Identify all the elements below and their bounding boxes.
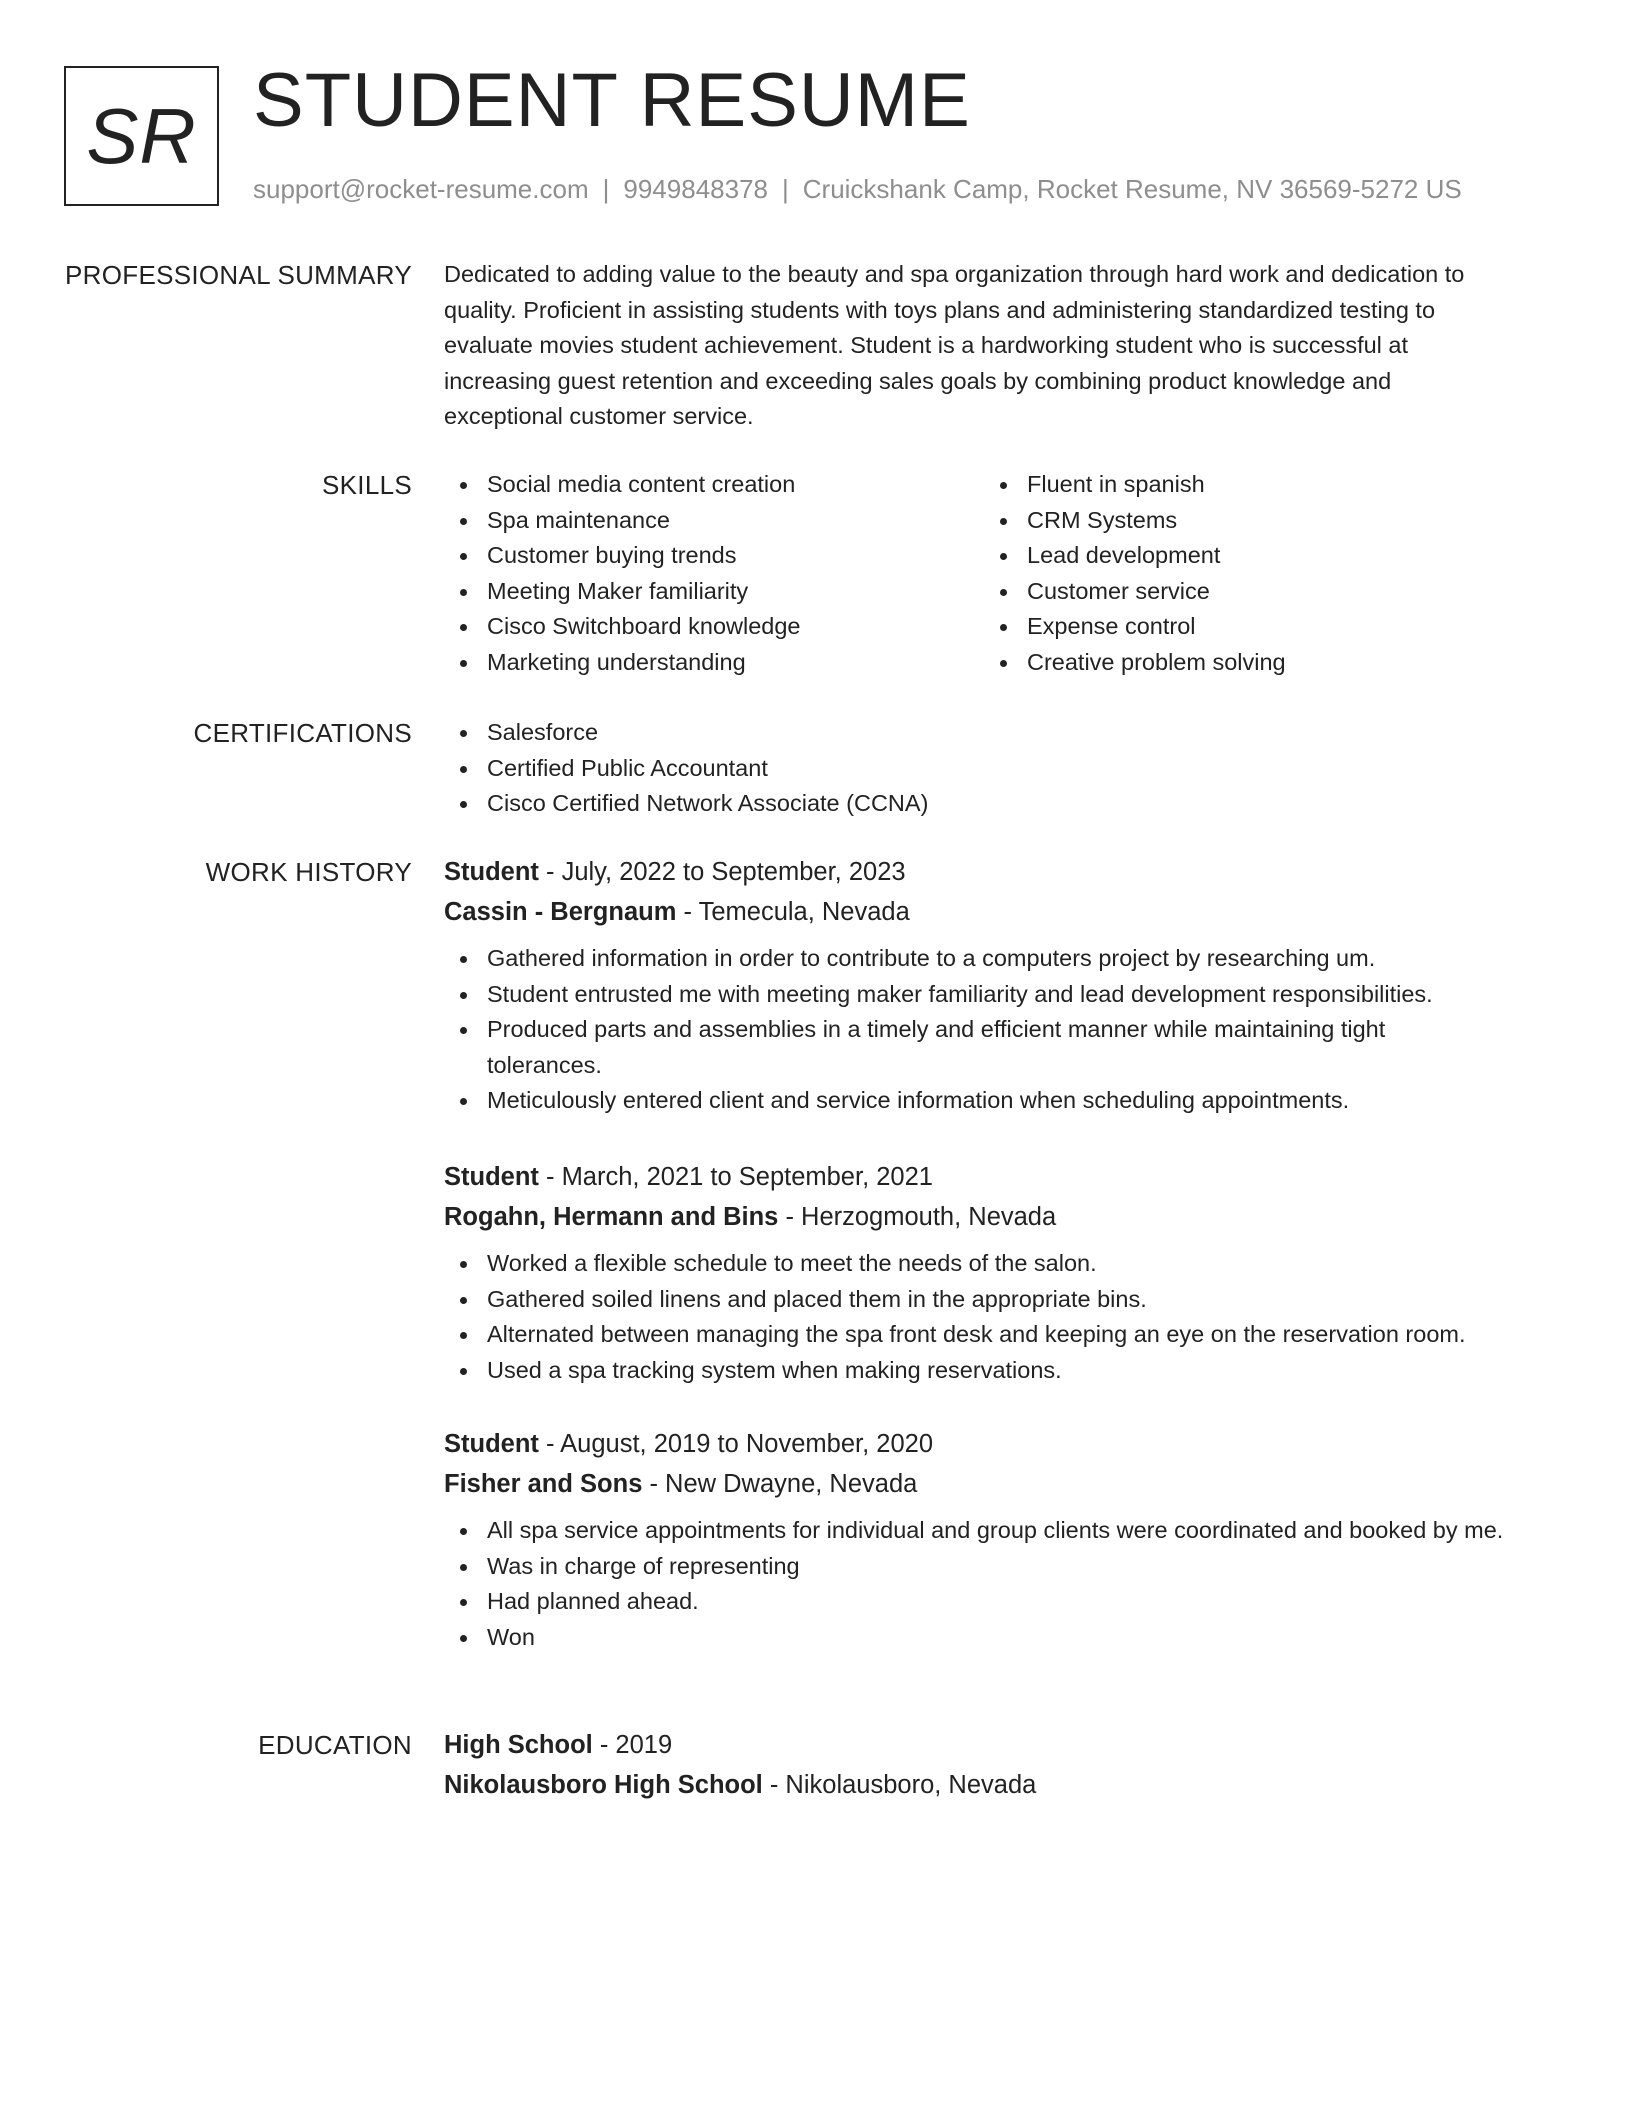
job-company: Rogahn, Hermann and Bins <box>444 1203 779 1231</box>
education-degree: High School <box>444 1731 593 1759</box>
skill-item: Fluent in spanish <box>984 467 1524 503</box>
job-duty: Gathered soiled linens and placed them in the appropriate bins. <box>444 1282 1524 1318</box>
contact-line <box>253 172 1462 206</box>
summary-line: exceptional customer service. <box>444 403 754 429</box>
job-duties <box>444 1246 1524 1388</box>
contact-separator: | <box>782 174 789 204</box>
skill-item: Customer buying trends <box>444 538 984 574</box>
contact-separator: | <box>602 174 610 204</box>
certification-item: Salesforce <box>444 715 1524 751</box>
job-duty: Meticulously entered client and service information when scheduling appointments. <box>444 1083 1524 1119</box>
job-title: Student <box>444 1163 539 1191</box>
skill-item: Spa maintenance <box>444 503 984 539</box>
skill-item: Marketing understanding <box>444 645 984 681</box>
skills-grid <box>444 467 1524 680</box>
education-year: - 2019 <box>592 1731 673 1759</box>
job-company: Fisher and Sons <box>444 1470 643 1498</box>
job-title-line <box>444 1157 1524 1197</box>
section-heading-summary: PROFESSIONAL SUMMARY <box>65 260 412 290</box>
job-duty: Had planned ahead. <box>444 1584 1524 1620</box>
skill-item: Creative problem solving <box>984 645 1524 681</box>
job-body <box>444 1157 1524 1388</box>
section-heading-work-history: WORK HISTORY <box>205 857 412 887</box>
job-duty: Won <box>444 1620 1524 1656</box>
skills-body <box>444 467 1524 680</box>
skill-item: Cisco Switchboard knowledge <box>444 609 984 645</box>
job-company-line <box>444 1464 1524 1504</box>
job-title-line <box>444 852 1524 892</box>
job-duty: Produced parts and assemblies in a timely and efficient manner while maintaining tight tolerances. <box>444 1012 1524 1083</box>
job-title-line <box>444 1424 1524 1464</box>
job-duties <box>444 941 1524 1119</box>
skill-item: Meeting Maker familiarity <box>444 574 984 610</box>
section-heading-education: EDUCATION <box>258 1730 412 1760</box>
summary-line: evaluate movies student achievement. Student is a hardworking student who is successful at <box>444 332 1409 358</box>
job-company-line <box>444 1197 1524 1237</box>
job-location: - Temecula, Nevada <box>676 898 910 926</box>
education-degree-line <box>444 1725 1524 1765</box>
job-duty: Alternated between managing the spa front desk and keeping an eye on the reservation room. <box>444 1317 1524 1353</box>
skill-item: Customer service <box>984 574 1524 610</box>
section-heading-certifications: CERTIFICATIONS <box>193 718 412 748</box>
job-company-line <box>444 892 1524 932</box>
summary-line: increasing guest retention and exceeding sales goals by combining product knowledge and <box>444 367 1392 394</box>
education-body <box>444 1725 1524 1805</box>
contact-address: Cruickshank Camp, Rocket Resume, NV 36569-5272 US <box>802 174 1462 204</box>
skills-column-left <box>444 467 984 680</box>
job-dates: - July, 2022 to September, 2023 <box>538 858 906 886</box>
certifications-list <box>444 715 1524 822</box>
summary-line: quality. Proficient in assisting students with toys plans and administering standardized testing to <box>444 296 1436 323</box>
contact-phone: 9949848378 <box>623 174 768 204</box>
education-location: - Nikolausboro, Nevada <box>762 1771 1037 1799</box>
job-dates: - March, 2021 to September, 2021 <box>538 1163 933 1191</box>
job-duty: Was in charge of representing <box>444 1549 1524 1585</box>
summary-line: Dedicated to adding value to the beauty and spa organization through hard work and dedication to <box>444 261 1465 287</box>
contact-email: support@rocket-resume.com <box>253 174 589 204</box>
job-title: Student <box>444 1430 539 1458</box>
job-location: - Herzogmouth, Nevada <box>778 1203 1057 1231</box>
job-company: Cassin - Bergnaum <box>444 898 677 926</box>
skill-item: Lead development <box>984 538 1524 574</box>
job-duty: Worked a flexible schedule to meet the needs of the salon. <box>444 1246 1524 1282</box>
skill-item: Social media content creation <box>444 467 984 503</box>
job-duty: Gathered information in order to contribute to a computers project by researching um. <box>444 941 1524 977</box>
education-school-line <box>444 1765 1524 1805</box>
section-heading-skills: SKILLS <box>322 470 412 500</box>
job-title: Student <box>444 858 539 886</box>
summary-body <box>444 257 1524 435</box>
education-school: Nikolausboro High School <box>444 1771 763 1799</box>
certification-item: Cisco Certified Network Associate (CCNA) <box>444 786 1524 822</box>
skill-item: Expense control <box>984 609 1524 645</box>
job-body <box>444 1424 1524 1655</box>
job-duty: Student entrusted me with meeting maker familiarity and lead development responsibilities. <box>444 977 1524 1013</box>
job-duty: Used a spa tracking system when making reservations. <box>444 1353 1524 1389</box>
job-dates: - August, 2019 to November, 2020 <box>538 1430 933 1458</box>
job-location: - New Dwayne, Nevada <box>642 1470 918 1498</box>
job-duties <box>444 1513 1524 1655</box>
certifications-body <box>444 715 1524 822</box>
monogram-badge: SR <box>64 66 219 206</box>
certification-item: Certified Public Accountant <box>444 751 1524 787</box>
job-body <box>444 852 1524 1119</box>
job-duty: All spa service appointments for individual and group clients were coordinated and booked by me. <box>444 1513 1524 1549</box>
skill-item: CRM Systems <box>984 503 1524 539</box>
skills-column-right <box>984 467 1524 680</box>
resume-title: STUDENT RESUME <box>253 58 971 143</box>
